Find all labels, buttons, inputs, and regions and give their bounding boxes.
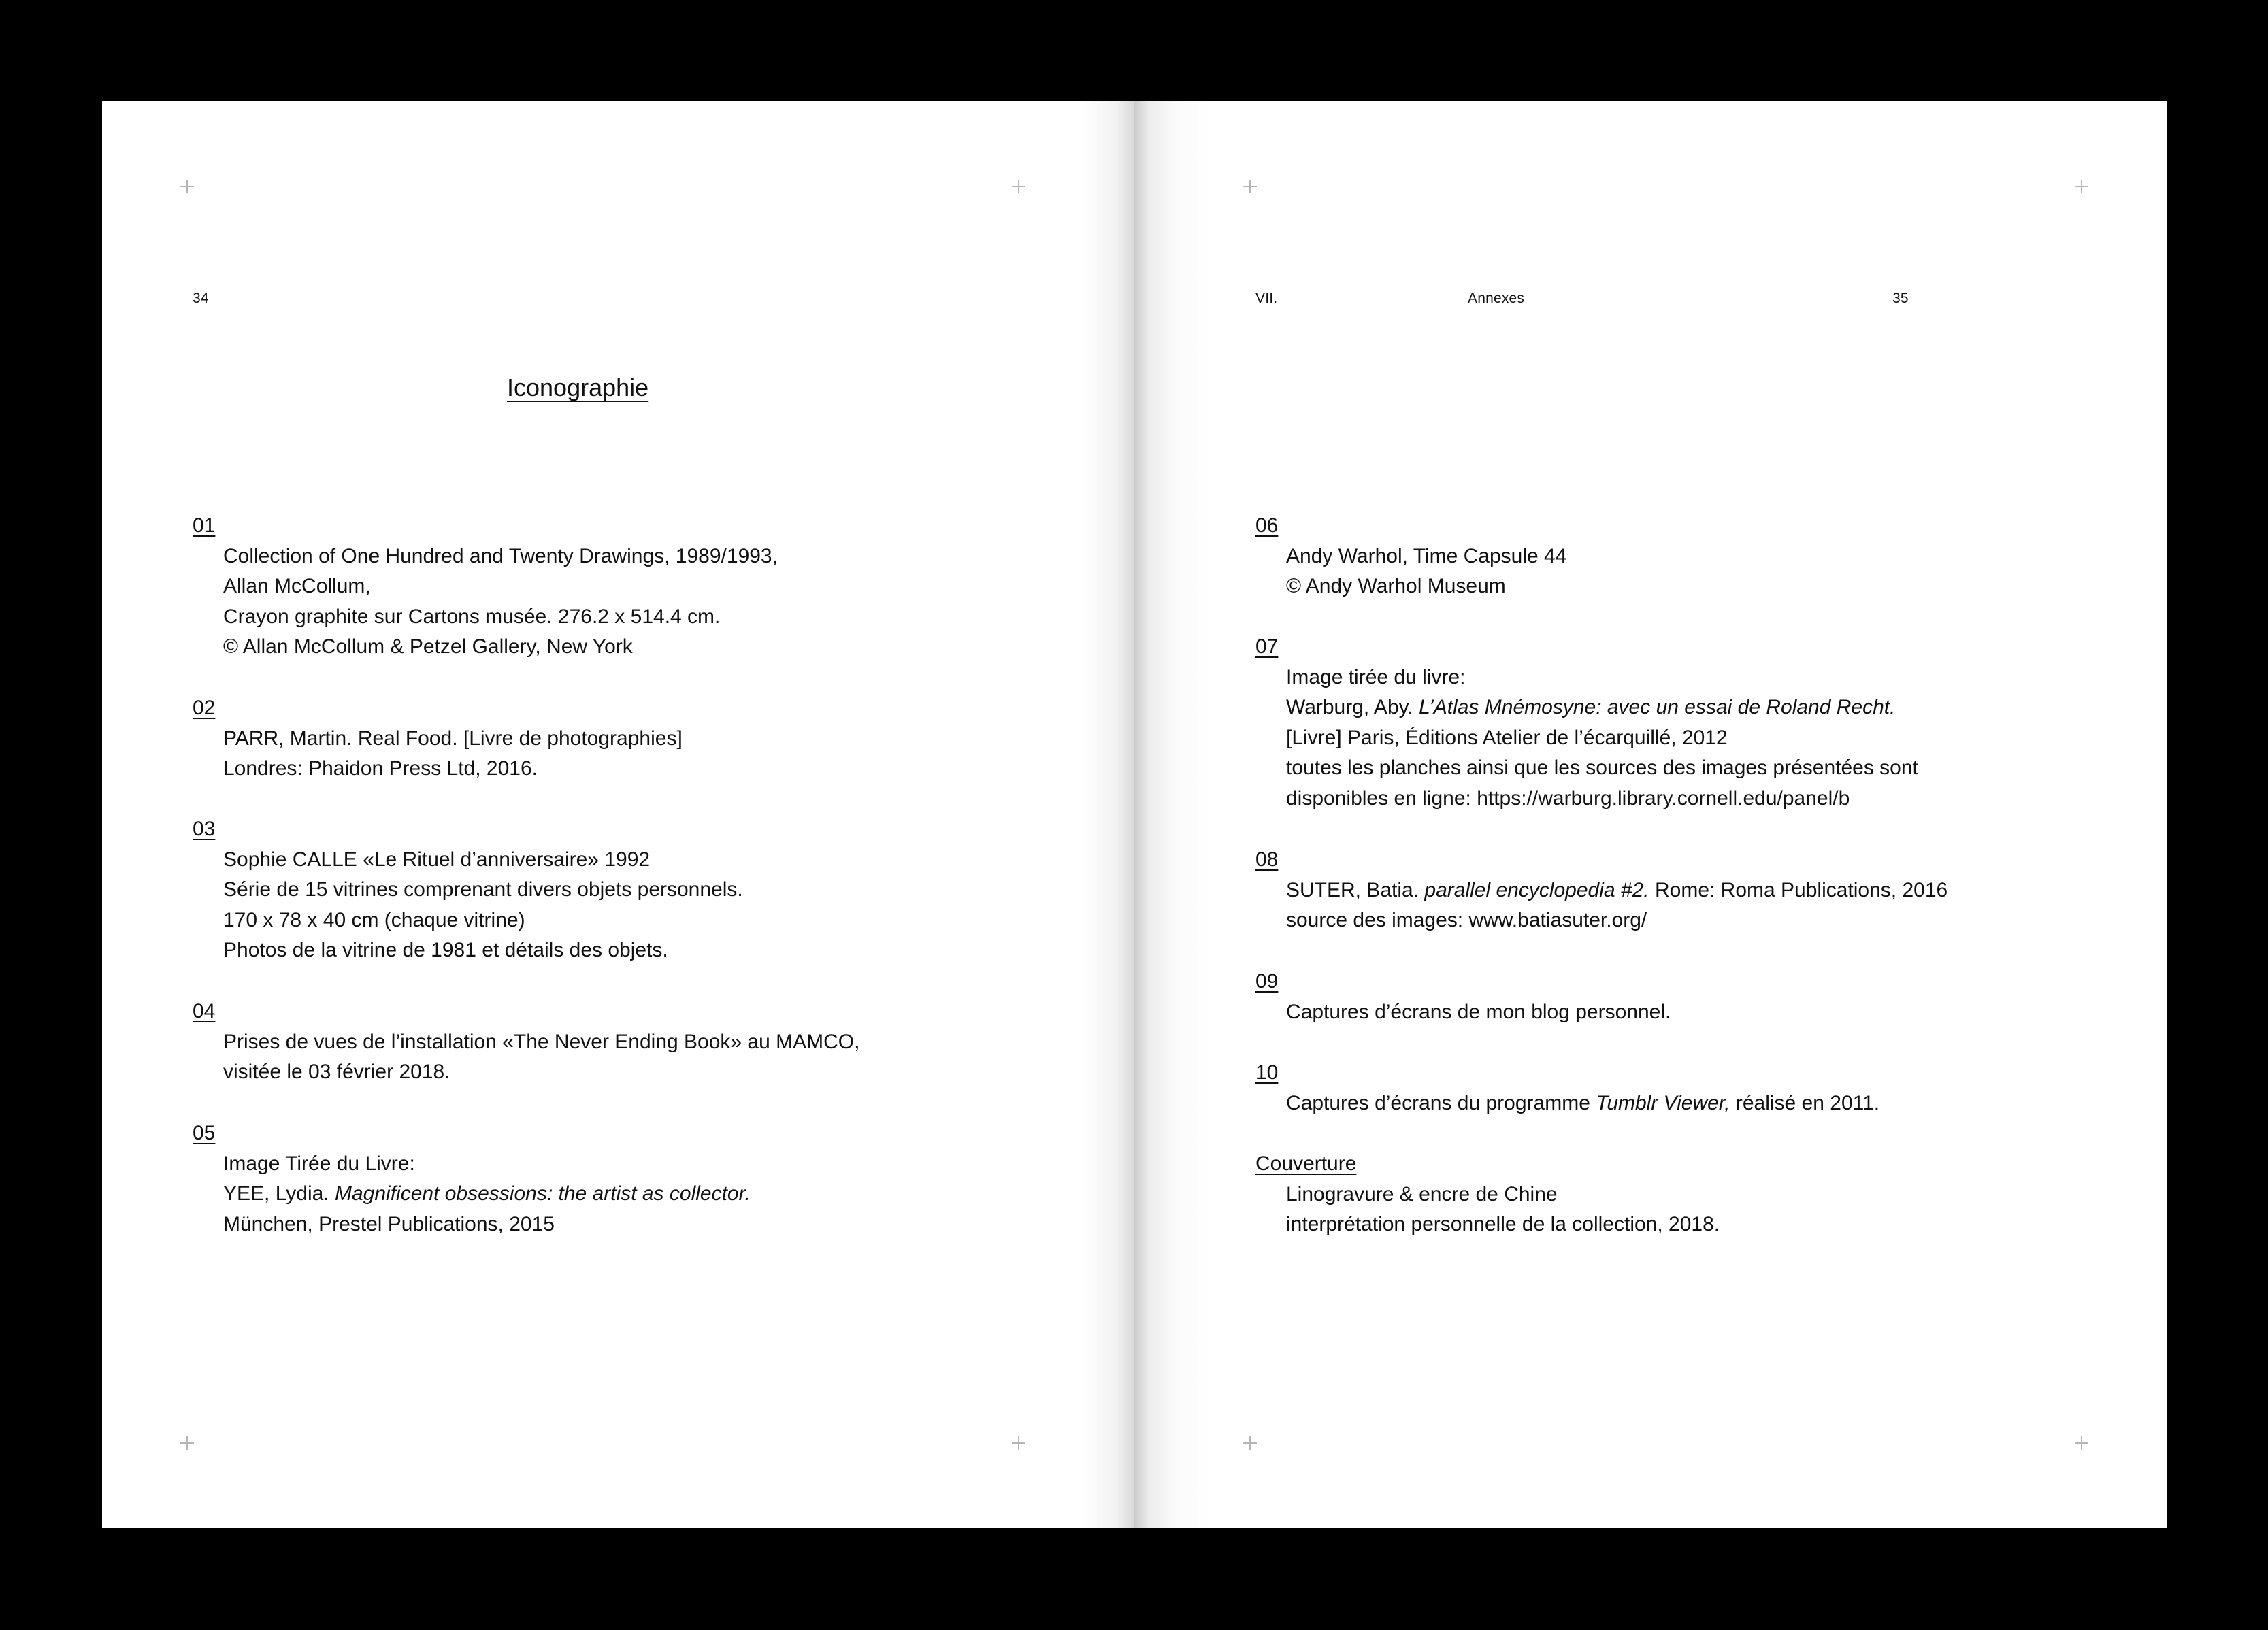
entry-line-text: Captures d’écrans du programme [1286, 1091, 1596, 1114]
entry-line: Sophie CALLE «Le Rituel d’anniversaire» 1992 [223, 848, 651, 871]
entry-line [1286, 1088, 1879, 1119]
page-number-left: 34 [193, 290, 209, 306]
entry-line: Londres: Phaidon Press Ltd, 2016. [223, 757, 538, 780]
entry-number: 05 [193, 1122, 216, 1144]
entry-line: Image tirée du livre: [1286, 665, 1466, 688]
entry-line: Crayon graphite sur Cartons musée. 276.2 x 514.4 cm. [223, 605, 721, 628]
entry-line: München, Prestel Publications, 2015 [223, 1212, 555, 1235]
list-item [193, 814, 743, 966]
list-item [1255, 967, 1671, 1027]
list-item [1255, 845, 1947, 936]
entry-line: source des images: www.batiasuter.org/ [1286, 909, 1647, 932]
crop-mark-icon [180, 1436, 194, 1450]
entry-number: 01 [193, 514, 216, 537]
crop-mark-icon [2075, 180, 2088, 193]
entry-number: 10 [1255, 1061, 1279, 1084]
entry-line: Photos de la vitrine de 1981 et détails des objets. [223, 939, 668, 962]
entry-line: Linogravure & encre de Chine [1286, 1182, 1558, 1205]
entry-number: Couverture [1255, 1152, 1357, 1175]
list-item [193, 997, 859, 1088]
list-item [193, 511, 778, 663]
list-item [193, 1118, 751, 1240]
crop-mark-icon [1012, 1436, 1025, 1450]
entry-line: 170 x 78 x 40 cm (chaque vitrine) [223, 908, 525, 931]
entry-number: 09 [1255, 970, 1279, 993]
entry-line: Série de 15 vitrines comprenant divers objets personnels. [223, 878, 743, 901]
entry-number: 07 [1255, 635, 1279, 658]
entry-line-text: SUTER, Batia. [1286, 878, 1425, 901]
section-title: Annexes [1468, 290, 1525, 306]
entry-number: 02 [193, 697, 216, 719]
crop-mark-icon [180, 180, 194, 193]
entry-number: 06 [1255, 514, 1279, 537]
entry-number: 04 [193, 1000, 216, 1022]
entry-line: Prises de vues de l’installation «The Never Ending Book» au MAMCO, [223, 1030, 860, 1053]
entry-line: disponibles en ligne: https://warburg.library.cornell.edu/panel/b [1286, 786, 1850, 810]
entry-line-text: Rome: Roma Publications, 2016 [1649, 878, 1948, 901]
list-item [1255, 1149, 1720, 1240]
entry-line: interprétation personnelle de la collection, 2018. [1286, 1213, 1720, 1236]
right-page [1134, 101, 2167, 1528]
entry-line-text: YEE, Lydia. [223, 1182, 335, 1205]
entry-line [1286, 876, 1947, 906]
entry-line: © Allan McCollum & Petzel Gallery, New York [223, 635, 633, 659]
entry-line [1286, 693, 1918, 723]
book-title: L’Atlas Mnémosyne: avec un essai de Roland Recht. [1419, 696, 1896, 719]
page-number-right: 35 [1892, 290, 1909, 306]
entry-number: 03 [193, 818, 216, 840]
entry-line: Allan McCollum, [223, 575, 371, 598]
page-title: Iconographie [507, 373, 649, 401]
entry-line: toutes les planches ainsi que les sources des images présentées sont [1286, 756, 1918, 780]
section-number: VII. [1255, 290, 1278, 306]
entry-line-text: réalisé en 2011. [1730, 1091, 1880, 1114]
list-item [1255, 632, 1918, 814]
entry-line: visitée le 03 février 2018. [223, 1061, 450, 1084]
left-page [102, 101, 1134, 1528]
entry-number: 08 [1255, 848, 1279, 871]
crop-mark-icon [1243, 180, 1257, 193]
book-title: Magnificent obsessions: the artist as collector. [334, 1182, 751, 1205]
entry-line: Collection of One Hundred and Twenty Drawings, 1989/1993, [223, 544, 778, 567]
crop-mark-icon [1243, 1436, 1257, 1450]
entry-line: [Livre] Paris, Éditions Atelier de l’écarquillé, 2012 [1286, 726, 1728, 749]
entry-line: Captures d’écrans de mon blog personnel. [1286, 1000, 1671, 1023]
entry-line: PARR, Martin. Real Food. [Livre de photographies] [223, 727, 683, 750]
entry-line [223, 1179, 751, 1210]
crop-mark-icon [1012, 180, 1025, 193]
entry-line: Image Tirée du Livre: [223, 1152, 415, 1175]
list-item [1255, 1058, 1879, 1118]
crop-mark-icon [2075, 1436, 2088, 1450]
entry-line: Andy Warhol, Time Capsule 44 [1286, 544, 1567, 567]
list-item [1255, 511, 1566, 602]
entry-line: © Andy Warhol Museum [1286, 575, 1506, 598]
software-title: Tumblr Viewer, [1596, 1091, 1730, 1114]
list-item [193, 693, 683, 784]
book-title: parallel encyclopedia #2. [1424, 878, 1649, 901]
entry-line-text: Warburg, Aby. [1286, 696, 1419, 719]
